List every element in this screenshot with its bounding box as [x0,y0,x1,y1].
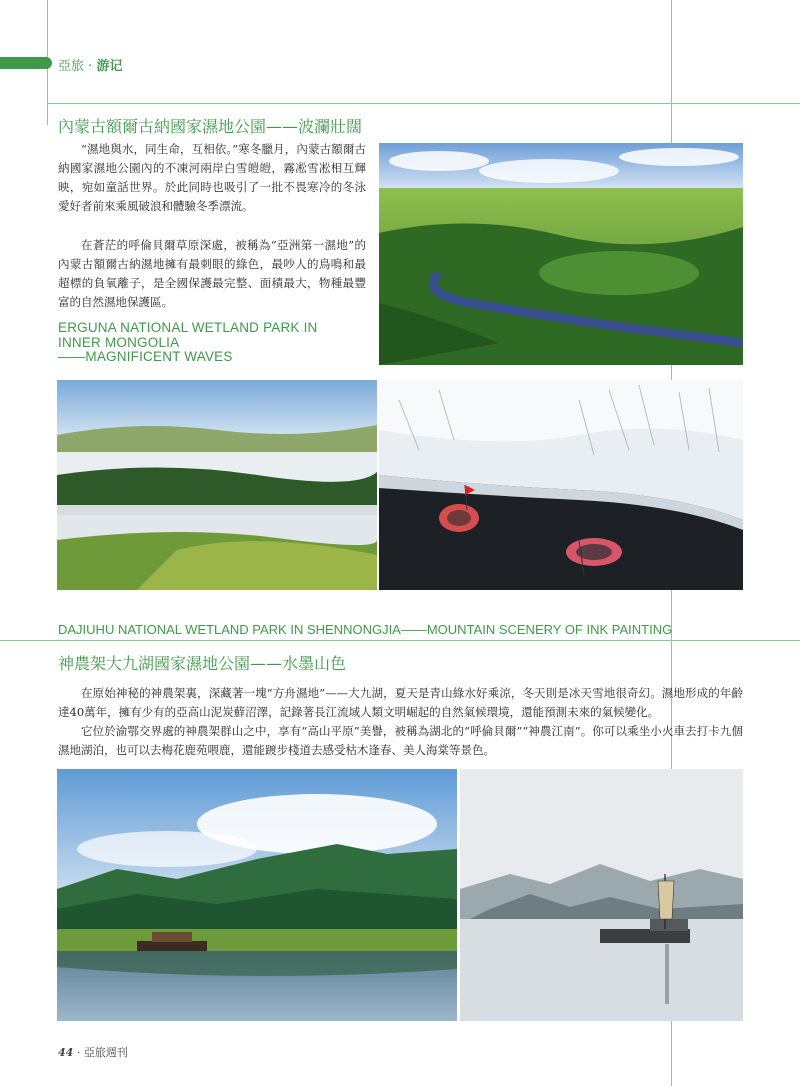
horizontal-rule-middle [0,640,800,641]
article1-english-title [58,321,318,365]
photo-misty-valley [57,380,377,590]
article2-title: 神農架大九湖國家濕地公園——水墨山色 [58,654,347,673]
footer-separator: · [76,1046,81,1059]
section-category: 游记 [96,59,123,74]
english-title-line-3: ——MAGNIFICENT WAVES [58,349,233,364]
photo-ink-lake-sailboat [460,769,743,1021]
english-title-line-1: ERGUNA NATIONAL WETLAND PARK IN [58,320,318,335]
english-title-line-2: INNER MONGOLIA [58,334,180,350]
page-number: 44 [58,1046,74,1059]
article2-english-title: DAJIUHU NATIONAL WETLAND PARK IN SHENNONGJIA——MOUNTAIN SCENERY OF INK PAINTING [58,622,673,637]
header-separator: · [88,59,93,74]
article1-paragraph-1: “濕地與水，同生命，互相依。”寒冬臘月，內蒙古額爾古納國家濕地公園內的不凍河兩岸白雪皚皚，霧凇雪凇相互輝映，宛如童話世界。於此同時也吸引了一批不畏寒冷的冬泳愛好者前來乘風破浪和體驗冬季漂流。 [58,142,366,213]
article1-paragraph-2: 在蒼茫的呼倫貝爾草原深處，被稱為“亞洲第一濕地”的內蒙古額爾古納濕地擁有最刺眼的綠色，最吵人的鳥鳴和最超標的負氧離子，是全國保護最完整、面積最大，物種最豐富的自然濕地保護區。 [58,238,366,309]
photo-winter-rafting [379,380,743,590]
page-footer [58,1044,128,1060]
photo-mountain-lake [57,769,457,1021]
article2-paragraph-1: 在原始神秘的神農架裏，深藏著一塊“方舟濕地”——大九湖，夏天是青山綠水好乘涼，冬天則是冰天雪地很奇幻。濕地形成的年齡達40萬年，擁有少有的亞高山泥炭蘚沼澤，記錄著長江流域人類文明崛起的自然氣候環境，還能預測未來的氣候變化。 [58,686,743,719]
photo-grassland-river [379,143,743,365]
horizontal-rule-top [47,103,800,104]
article2-paragraph-2: 它位於渝鄂交界處的神農架群山之中，享有“高山平原”美譽，被稱為湖北的“呼倫貝爾”“神農江南”。你可以乘坐小火車去打卡九個濕地湖泊，也可以去梅花鹿苑喂鹿，還能踱步棧道去感受枯木逢春、美人海棠等景色。 [58,724,743,757]
article1-title: 內蒙古額爾古納國家濕地公園——波瀾壯闊 [58,117,363,136]
section-name: 亞旅 [58,59,85,74]
publication-name: 亞旅週刊 [83,1046,128,1059]
section-header [58,55,122,74]
header-accent-bar [0,57,52,69]
